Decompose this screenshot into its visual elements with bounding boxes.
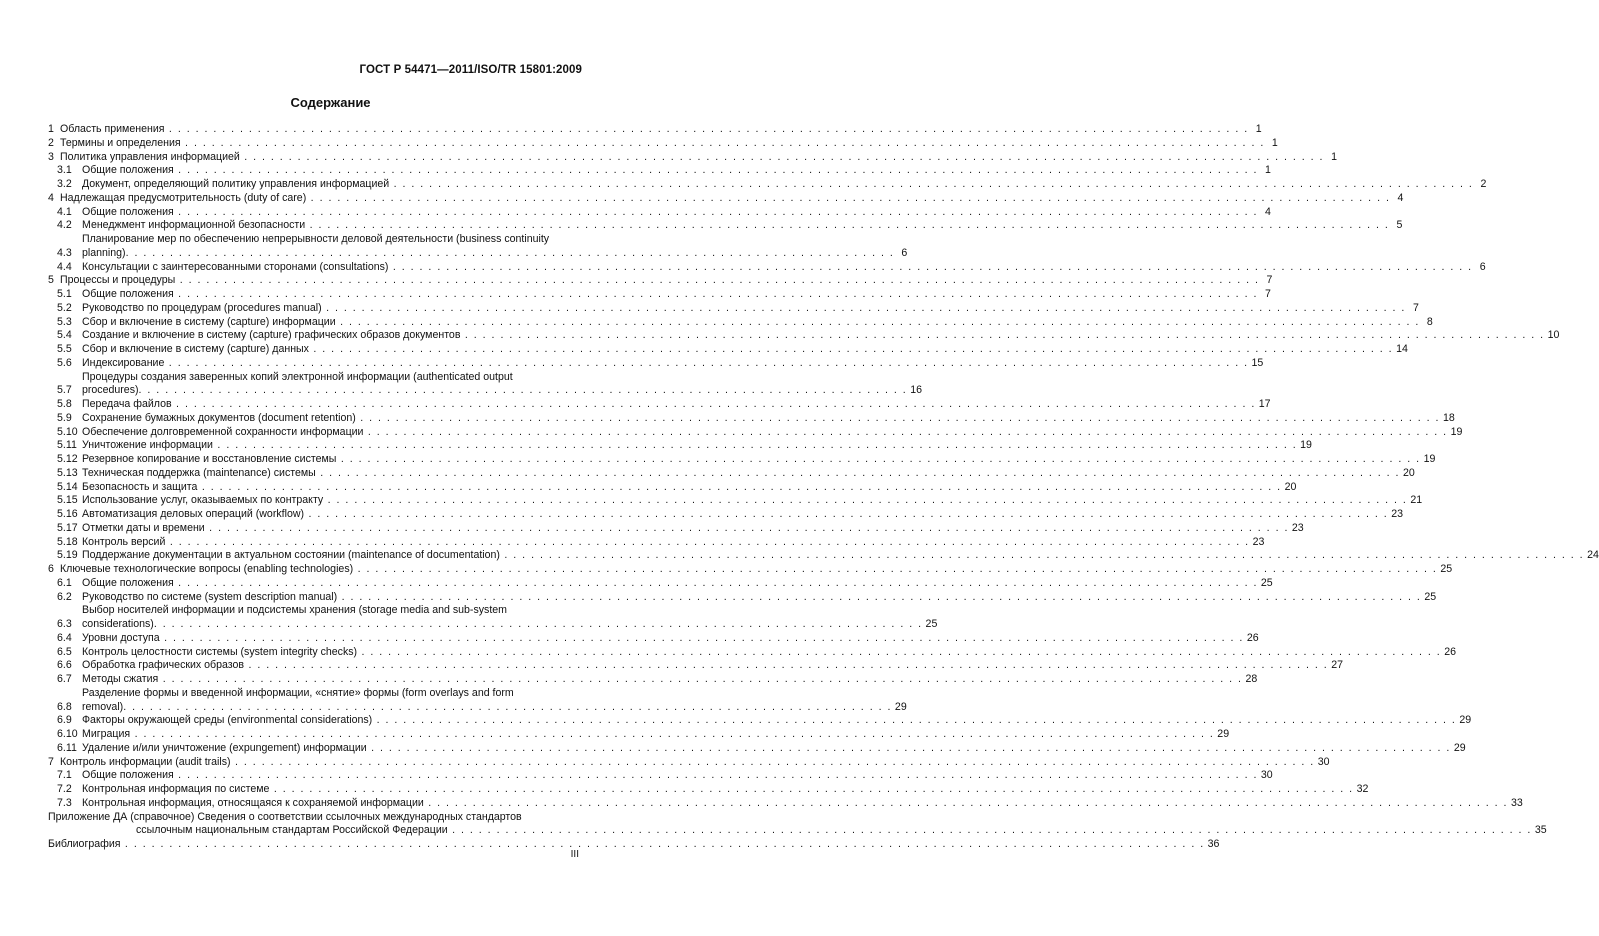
toc-entry-page: 7 [1412,301,1419,314]
toc-entry-number: 6 [48,563,54,575]
toc-appendix-continued[interactable] [48,824,1547,838]
toc-entry[interactable] [48,288,1271,302]
toc-entry-number: 6.6 [57,659,72,672]
toc-entry[interactable] [48,783,1369,797]
toc-entry-label: Использование услуг, оказываемых по контракту . . . [82,494,1407,508]
toc-entry-number: 5.5 [57,343,72,355]
document-code-header: ГОСТ Р 54471—2011/ISO/TR 15801:2009 [359,64,582,76]
toc-entry-number: 5.14 [57,480,78,493]
toc-entry-number: 5.4 [57,329,72,342]
toc-entry-label: Уничтожение информации . . . [82,439,1297,453]
toc-appendix[interactable] [48,811,581,825]
toc-entry-number: 6.8 [57,700,72,713]
toc-entry-page: 7 [1265,288,1271,300]
toc-entry-number: 5.13 [57,466,78,479]
toc-entry-number: 7.2 [57,783,72,795]
toc-entry-number: 5.18 [57,535,78,548]
toc-entry-label: Общие положения . . . [82,206,1258,220]
toc-entry-label: Автоматизация деловых операций (workflow) . . . [82,508,1388,522]
toc-entry-page: 2 [1480,178,1487,190]
toc-entry-page: 33 [1510,796,1523,809]
toc-entry-label: Руководство по процедурам (procedures manual) . . . [82,302,1406,316]
toc-entry-number: 3 [48,150,54,163]
toc-entry-page: 30 [1317,755,1330,768]
bibliography-label: Библиография . . . [48,838,1205,852]
toc-entry[interactable] [48,604,938,632]
toc-entry[interactable] [48,315,1433,330]
toc-entry-label-wrapped [82,233,894,261]
toc-entry-label: Разделение формы и введенной информации, «снятие» формы (form overlays and form [82,686,514,699]
toc-entry-page: 24 [1587,549,1599,562]
toc-entry-page: 4 [1397,191,1404,204]
bibliography-page: 36 [1207,838,1220,850]
toc-entry[interactable] [48,439,1312,453]
toc-entry-number: 5.3 [57,315,72,328]
toc-entry-label: Безопасность и защита . . . [82,481,1282,495]
toc-entry-number: 6.5 [57,645,72,658]
page-number: III [570,849,579,860]
toc-entry-page: 23 [1291,521,1304,534]
toc-entry-page: 26 [1246,631,1259,644]
toc-entry-label: Контрольная информация, относящаяся к сохраняемой информации . . . [82,797,1508,811]
toc-entry-label: Контроль целостности системы (system integrity checks) . . . [82,646,1441,660]
toc-entry-label: Контроль информации (audit trails) . . . [60,756,1315,770]
toc-entry-label-wrapped [82,687,892,715]
toc-entry-label: Планирование мер по обеспечению непрерывности деловой деятельности (business continuity [82,233,550,245]
toc-entry-number: 6.4 [57,631,72,644]
toc-entry-label: Общие положения . . . [82,288,1258,302]
toc-entry[interactable] [48,343,1408,357]
toc-entry[interactable] [48,576,1273,591]
toc-entry-page: 27 [1331,659,1344,672]
toc-entry-number: 2 [48,136,54,149]
toc-entry-number: 7 [48,755,54,768]
toc-entry-label: Документ, определяющий политику управления информацией . . . [82,178,1473,192]
toc-entry-page: 15 [1251,356,1264,369]
toc-entry-page: 10 [1547,329,1560,342]
toc-entry-page: 29 [1459,714,1472,727]
toc-entry-page: 1 [1265,164,1271,177]
toc-entry-page: 20 [1402,466,1415,479]
toc-entry-number: 7.3 [57,796,72,809]
toc-bibliography[interactable] [48,838,1220,852]
toc-entry-label: Уровни доступа . . . [82,632,1244,646]
toc-entry-number: 7.1 [57,769,72,782]
toc-entry-page: 20 [1284,480,1297,493]
toc-entry[interactable] [48,631,1259,646]
toc-entry[interactable] [48,769,1273,783]
toc-entry-number: 3.2 [57,178,72,190]
toc-entry-page: 23 [1252,535,1265,548]
page-title: Содержание [290,95,371,110]
appendix-page: 35 [1534,824,1547,837]
toc-entry[interactable] [48,549,1599,563]
toc-entry[interactable] [48,673,1258,687]
toc-entry-page: 6 [901,246,908,259]
toc-entry-number: 5.1 [57,288,72,300]
toc-entry-number: 5 [48,274,54,287]
toc-entry[interactable] [48,301,1419,316]
toc-entry[interactable] [48,590,1437,605]
toc-entry-page: 25 [925,618,938,630]
toc-entry-number: 6.2 [57,590,72,603]
toc-entry-label: Поддержание документации в актуальном состоянии (maintenance of documentation) . . . [82,549,1584,563]
toc-entry-label-wrapped [82,371,907,399]
toc-entry-label: Надлежащая предусмотрительность (duty of care) . . . [60,192,1390,206]
toc-entry-page: 8 [1426,315,1433,328]
toc-entry-number: 4.1 [57,205,72,218]
toc-entry-number: 1 [48,123,54,135]
toc-entry-page: 21 [1410,494,1423,507]
toc-entry-number: 5.2 [57,301,72,314]
toc-entry-page: 19 [1300,439,1312,452]
toc-entry-page: 29 [1217,728,1230,740]
toc-entry-label: Общие положения . . . [82,577,1258,591]
toc-entry-label: Техническая поддержка (maintenance) системы . . . [82,467,1400,481]
toc-entry[interactable] [48,714,1472,728]
toc-entry[interactable] [48,728,1230,742]
toc-entry-number: 5.6 [57,356,72,369]
toc-entry[interactable] [48,329,1560,343]
toc-entry[interactable] [48,645,1457,660]
toc-entry[interactable] [48,150,1337,165]
toc-entry-number: 5.17 [57,521,78,534]
toc-entry-page: 14 [1396,343,1408,355]
toc-entry[interactable] [48,535,1265,550]
toc-entry-label: Отметки даты и времени . . . [82,522,1289,536]
toc-entry[interactable] [48,494,1423,508]
toc-entry[interactable] [48,796,1523,811]
toc-entry-number: 5.16 [57,508,78,520]
toc-entry-number: 5.9 [57,411,72,424]
toc-entry-page: 19 [1423,453,1436,465]
table-of-contents [48,123,1599,852]
toc-entry-number: 6.11 [57,741,77,754]
toc-entry-label: Методы сжатия . . . [82,673,1242,687]
toc-entry-number: 5.19 [57,549,78,562]
toc-entry-label: Передача файлов . . . [82,398,1256,412]
toc-entry[interactable] [48,233,908,261]
toc-entry-number: 5.12 [57,453,78,465]
toc-entry-page: 32 [1356,783,1369,795]
toc-entry-label-continued: planning) . . . [82,247,894,261]
toc-entry-label: Сохранение бумажных документов (document retention) . . . [82,412,1440,426]
toc-entry[interactable] [48,370,923,399]
toc-entry-label: Создание и включение в систему (capture) графических образов документов . . . [82,329,1545,343]
toc-entry-label: Ключевые технологические вопросы (enabling technologies) . . . [60,563,1437,577]
toc-entry-page: 4 [1265,205,1271,218]
toc-entry[interactable] [48,563,1453,577]
toc-entry-number: 4.4 [57,260,72,273]
toc-entry-label-continued: removal) . . . [82,701,892,715]
toc-entry-label: Политика управления информацией . . . [60,151,1324,165]
toc-entry[interactable] [48,466,1415,481]
toc-entry-page: 25 [1440,563,1453,575]
toc-entry[interactable] [48,205,1271,220]
toc-entry-label: Процедуры создания заверенных копий электронной информации (authenticated output [82,370,513,383]
toc-entry-label: Область применения . . . [60,123,1249,137]
appendix-label-continued: ссылочным национальным стандартам Российской Федерации . . . [136,824,1532,838]
toc-entry-page: 29 [1453,741,1466,754]
toc-entry-page: 6 [1479,260,1486,273]
toc-entry-number: 6.3 [57,618,72,630]
toc-entry-label: Факторы окружающей среды (environmental considerations) . . . [82,714,1456,728]
toc-entry-label: Процессы и процедуры . . . [60,274,1259,288]
toc-entry-page: 29 [894,700,907,713]
toc-entry-page: 19 [1450,425,1463,438]
toc-entry-label: Удаление и/или уничтожение (expungement) информации . . . [82,742,1451,756]
toc-entry[interactable] [48,411,1455,426]
toc-entry-page: 1 [1331,150,1337,163]
toc-entry-page: 28 [1245,673,1258,685]
toc-entry-page: 16 [910,384,923,397]
toc-entry-number: 5.7 [57,384,72,397]
toc-entry[interactable] [48,164,1271,178]
toc-entry[interactable] [48,741,1466,756]
toc-entry-label-continued: considerations) . . . [82,618,923,632]
toc-entry-page: 23 [1391,508,1403,520]
appendix-label: Приложение ДА (справочное) Сведения о соответствии ссылочных международных стандартов [48,810,522,823]
toc-entry-page: 18 [1442,411,1455,424]
toc-entry-number: 5.10 [57,425,78,438]
toc-entry[interactable] [48,398,1271,412]
toc-entry-label: Руководство по системе (system description manual) . . . [82,591,1421,605]
toc-entry-label: Общие положения . . . [82,769,1258,783]
toc-entry-number: 3.1 [57,164,72,177]
toc-entry[interactable] [48,191,1404,206]
toc-entry[interactable] [48,178,1487,192]
toc-entry[interactable] [48,425,1463,440]
toc-entry[interactable] [48,219,1403,233]
toc-entry-number: 5.11 [57,439,77,452]
toc-entry[interactable] [48,123,1262,137]
toc-entry-page: 1 [1271,136,1278,149]
toc-entry-label: Обработка графических образов . . . [82,659,1328,673]
toc-entry[interactable] [48,274,1273,288]
toc-entry[interactable] [48,356,1264,371]
toc-entry-number: 6.10 [57,728,78,740]
toc-entry[interactable] [48,686,907,715]
toc-entry-label: Термины и определения . . . [60,137,1265,151]
toc-entry-label: Консультации с заинтересованными сторонами (consultations) . . . [82,261,1473,275]
toc-entry-label: Миграция . . . [82,728,1214,742]
toc-entry-number: 5.15 [57,494,78,507]
toc-entry-page: 30 [1260,769,1273,782]
toc-entry-number: 4.2 [57,219,72,232]
toc-entry-number: 4.3 [57,246,72,259]
toc-entry-label: Менеджмент информационной безопасности . . . [82,219,1389,233]
toc-entry-label: Контрольная информация по системе . . . [82,783,1354,797]
toc-entry-label: Индексирование . . . [82,357,1249,371]
toc-entry[interactable] [48,260,1486,275]
toc-entry[interactable] [48,453,1436,467]
toc-entry-label: Обеспечение долговременной сохранности информации . . . [82,426,1448,440]
toc-entry-label: Выбор носителей информации и подсистемы хранения (storage media and sub-system [82,604,507,617]
toc-entry-label-continued: procedures) . . . [82,384,907,398]
toc-entry-label: Контроль версий . . . [82,536,1250,550]
toc-entry-label: Сбор и включение в систему (capture) информации . . . [82,316,1420,330]
toc-entry-page: 7 [1266,274,1273,287]
toc-entry-page: 25 [1424,590,1437,603]
toc-entry-label: Резервное копирование и восстановление системы . . . [82,453,1421,467]
toc-entry-page: 5 [1396,219,1403,232]
toc-entry-page: 1 [1255,123,1262,135]
toc-entry-label: Сбор и включение в систему (capture) данных . . . [82,343,1393,357]
toc-entry[interactable] [48,480,1297,495]
toc-entry-number: 5.8 [57,398,72,410]
toc-entry-page: 26 [1444,645,1457,658]
toc-entry[interactable] [48,136,1278,151]
toc-entry-number: 6.1 [57,576,72,589]
toc-entry-number: 6.7 [57,673,72,685]
toc-entry[interactable] [48,755,1330,770]
toc-entry[interactable] [48,659,1344,673]
toc-entry-number: 4 [48,191,54,204]
toc-entry-label-wrapped [82,604,923,632]
toc-entry-page: 25 [1260,576,1273,589]
toc-entry-label: Общие положения . . . [82,164,1258,178]
toc-entry[interactable] [48,521,1304,536]
toc-entry-page: 17 [1258,398,1271,410]
toc-entry-number: 6.9 [57,714,72,727]
toc-entry[interactable] [48,508,1403,522]
